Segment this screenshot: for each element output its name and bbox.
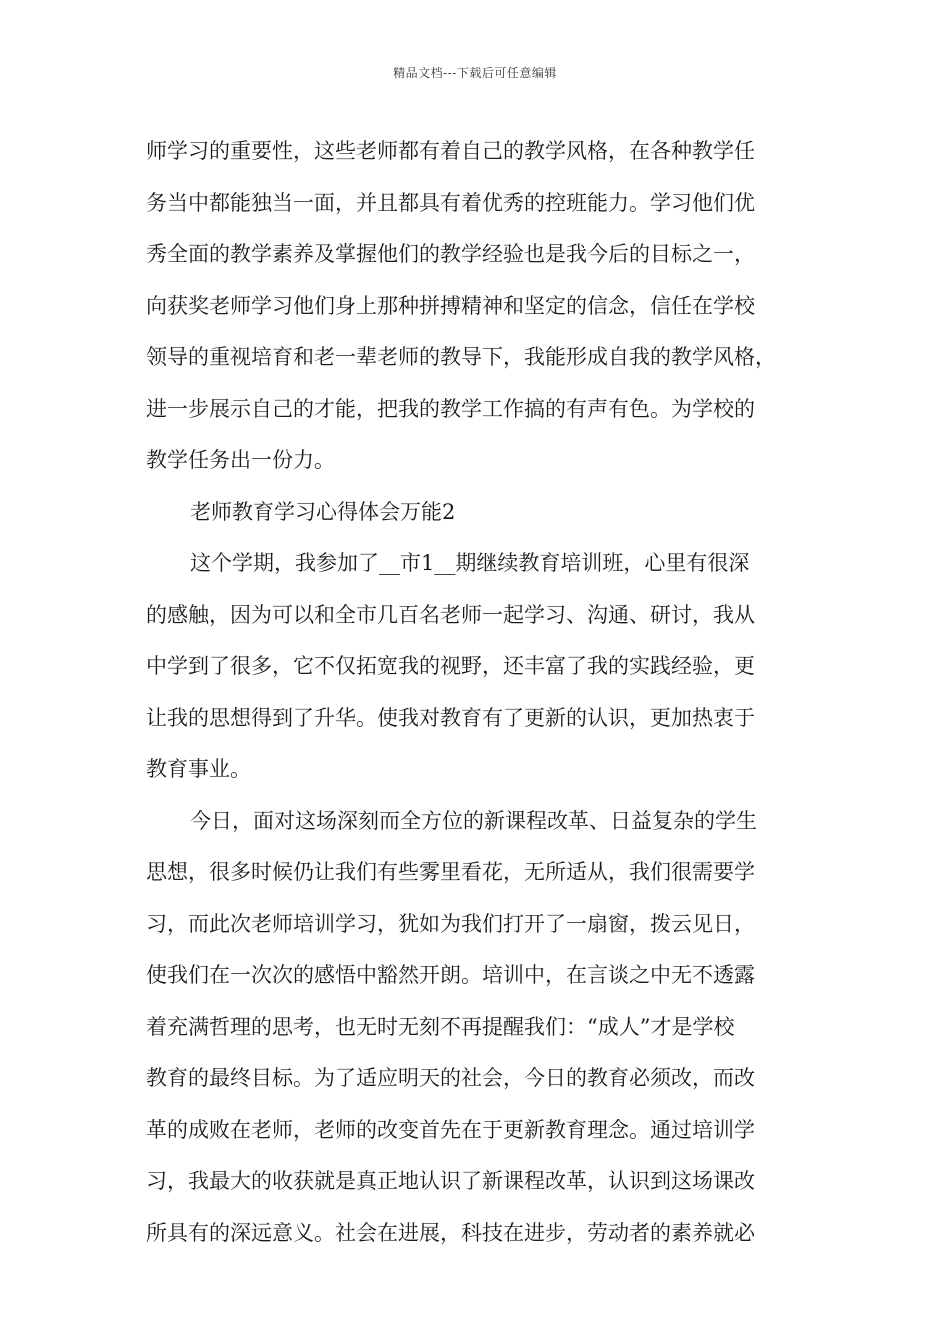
text-line: 革的成败在老师，老师的改变首先在于更新教育理念。通过培训学: [146, 1117, 755, 1142]
text-line: 着充满哲理的思考，也无时无刻不再提醒我们：“成人”才是学校: [146, 1014, 735, 1039]
text-line: 秀全面的教学素养及掌握他们的教学经验也是我今后的目标之一，: [146, 242, 755, 266]
document-body: [146, 126, 826, 1259]
text-line: 师学习的重要性，这些老师都有着自己的教学风格，在各种教学任: [146, 139, 755, 163]
text-line: 向获奖老师学习他们身上那种拼搏精神和坚定的信念，信任在学校: [146, 293, 755, 318]
text-line: 思想，很多时候仍让我们有些雾里看花，无所适从，我们很需要学: [146, 860, 755, 884]
text-line: 习，我最大的收获就是真正地认识了新课程改革，认识到这场课改: [146, 1169, 755, 1193]
text-line: 让我的思想得到了升华。使我对教育有了更新的认识，更加热衷于: [146, 705, 755, 730]
text-line: 务当中都能独当一面，并且都具有着优秀的控班能力。学习他们优: [146, 190, 755, 215]
text-line: 领导的重视培育和老一辈老师的教导下，我能形成自我的教学风格，: [146, 345, 776, 369]
text-line: 教育的最终目标。为了适应明天的社会，今日的教育必须改，而改: [146, 1066, 755, 1090]
text-line: 中学到了很多，它不仅拓宽我的视野，还丰富了我的实践经验，更: [146, 654, 755, 678]
text-line: 习，而此次老师培训学习，犹如为我们打开了一扇窗，拨云见日，: [146, 911, 755, 936]
page-header: 精品文档---下载后可任意编辑: [393, 66, 557, 80]
text-line: 所具有的深远意义。社会在进展，科技在进步，劳动者的素养就必: [146, 1220, 755, 1245]
text-line: 的感触，因为可以和全市几百名老师一起学习、沟通、研讨，我从: [146, 602, 755, 627]
text-line: 教育事业。: [146, 757, 251, 781]
text-line: 进一步展示自己的才能，把我的教学工作搞的有声有色。为学校的: [146, 396, 755, 421]
text-line: 今日，面对这场深刻而全方位的新课程改革、日益复杂的学生: [190, 808, 757, 833]
text-line: 老师教育学习心得体会万能2: [190, 499, 456, 524]
text-line: 使我们在一次次的感悟中豁然开朗。培训中，在言谈之中无不透露: [146, 963, 755, 987]
text-line: 这个学期，我参加了__市1__期继续教育培训班，心里有很深: [190, 551, 750, 575]
text-line: 教学任务出一份力。: [146, 448, 335, 472]
